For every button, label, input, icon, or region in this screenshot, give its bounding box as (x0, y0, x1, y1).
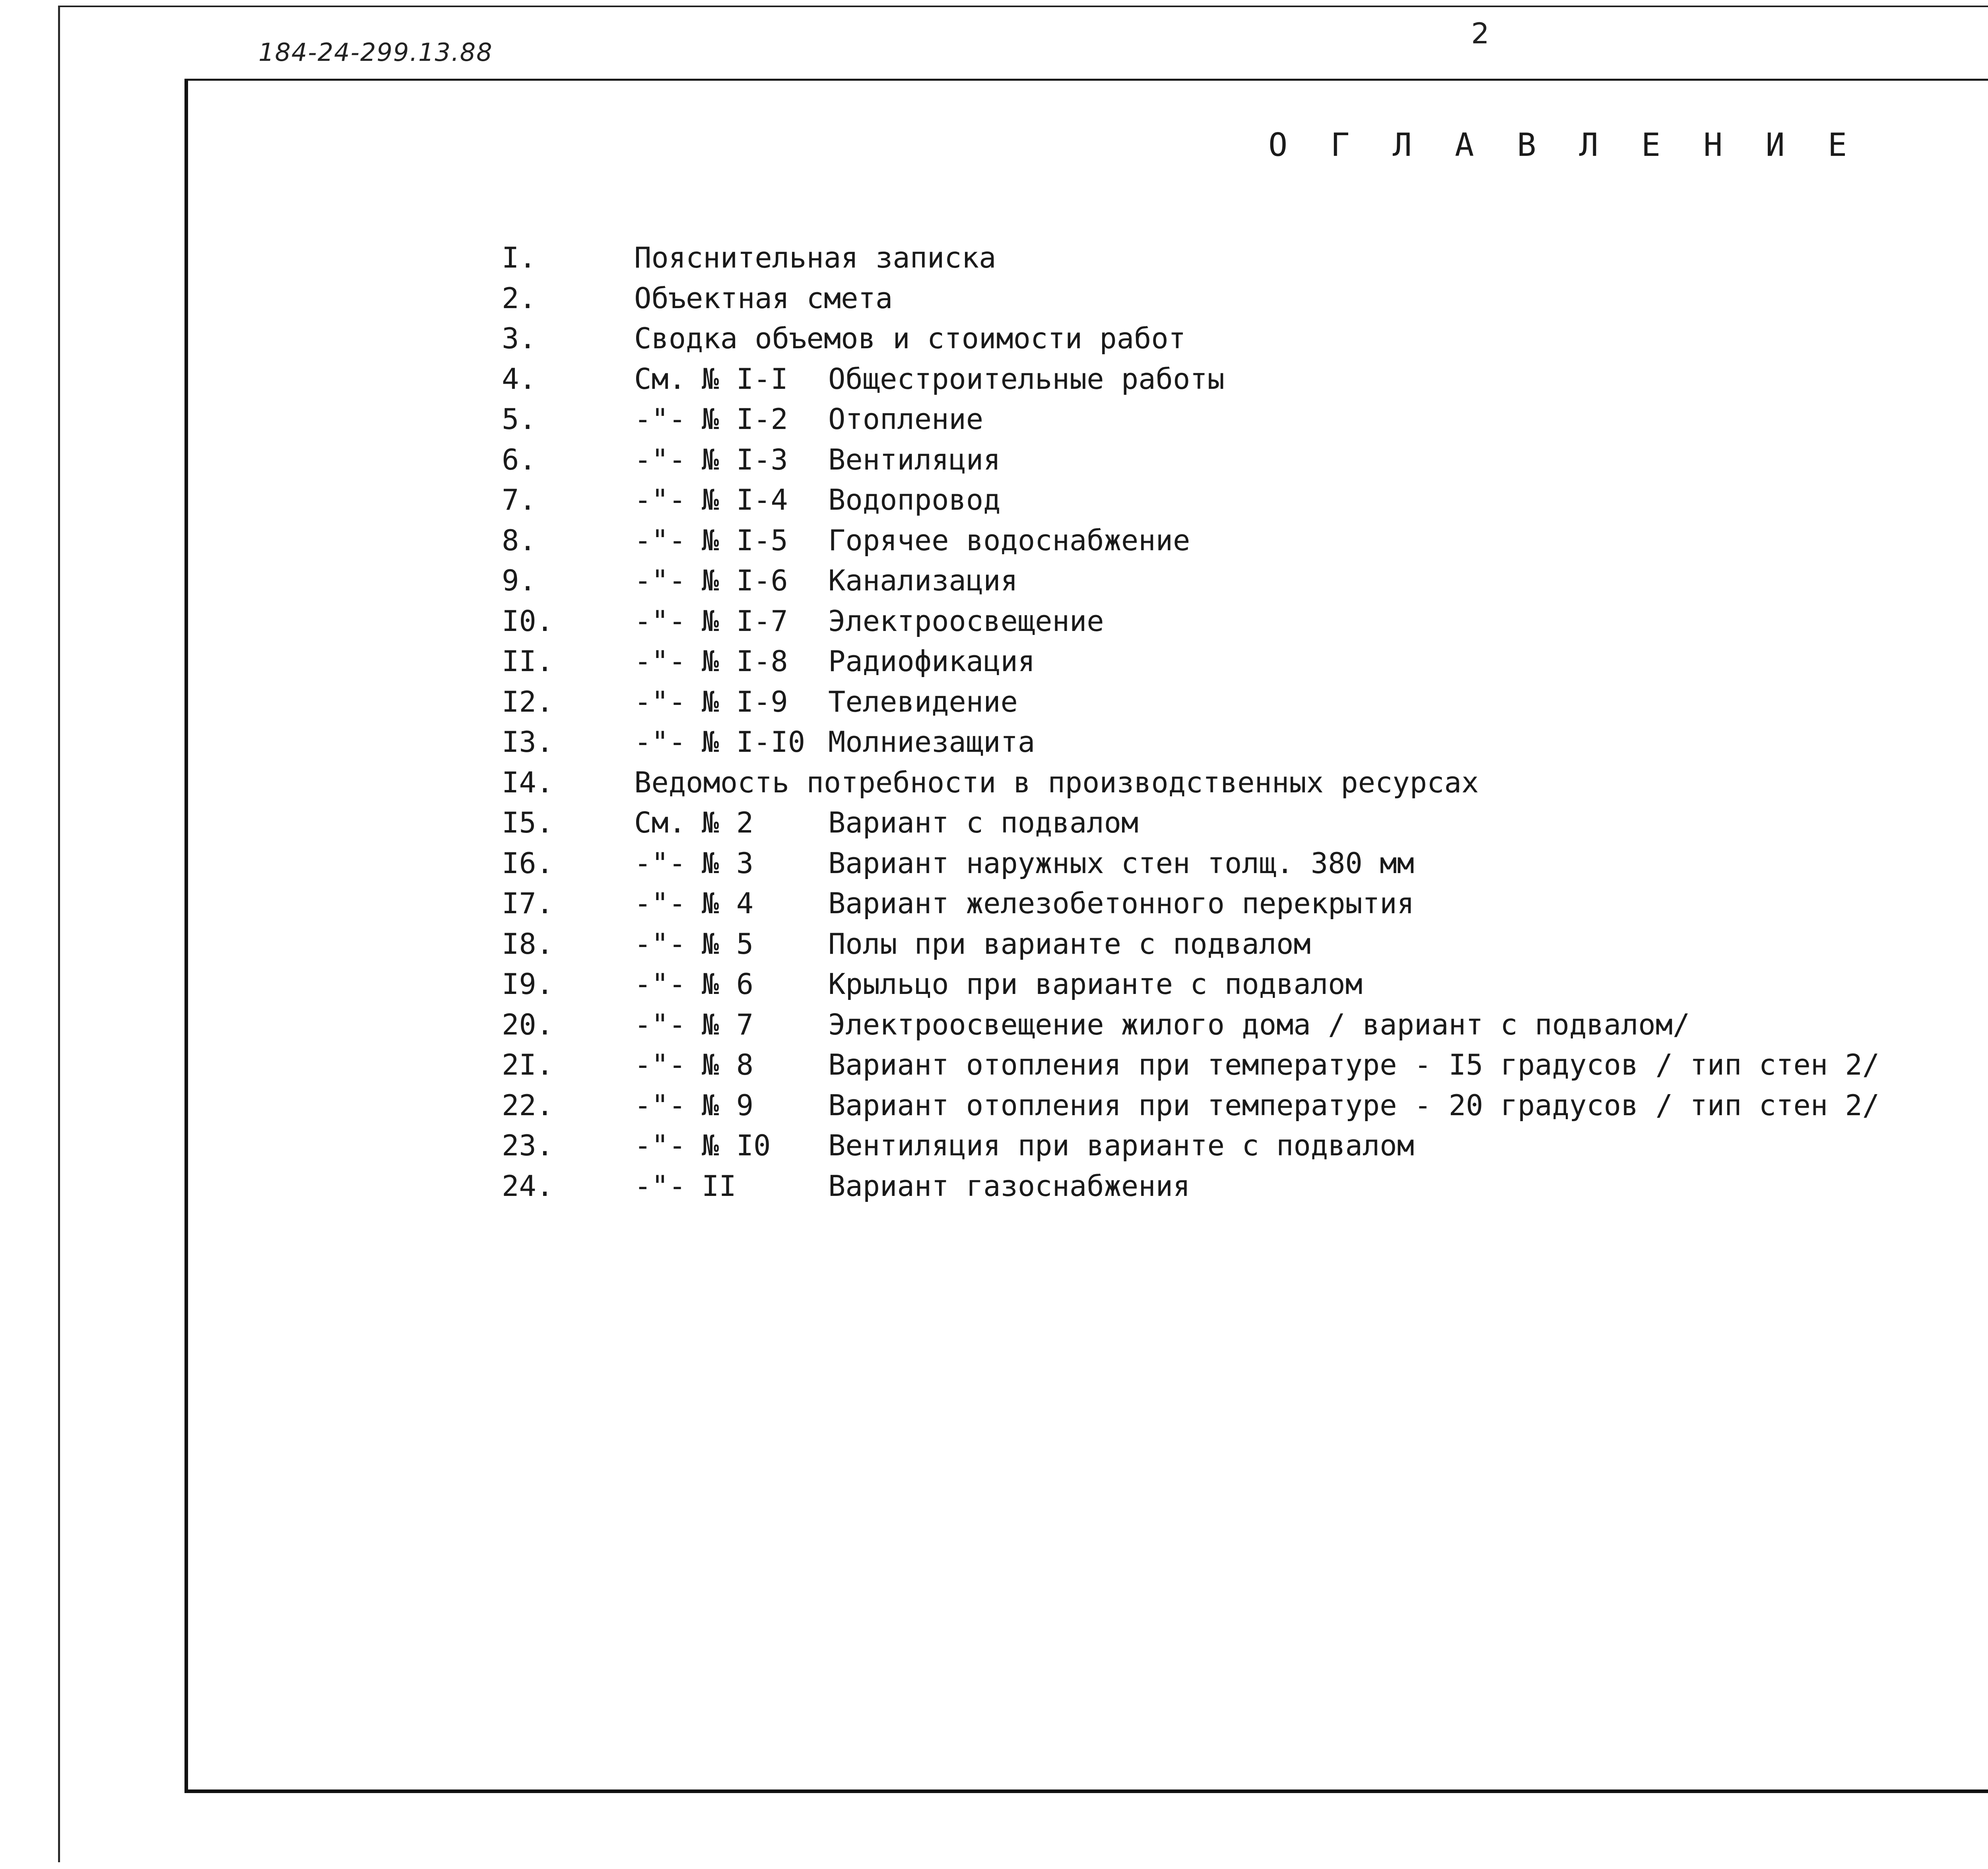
toc-item-number: 8. (502, 524, 536, 557)
toc-item-title: Крыльцо при варианте с подвалом (828, 967, 1363, 1001)
page-title: О Г Л А В Л Е Н И Е (1268, 126, 1859, 163)
toc-item-title: Сводка объемов и стоимости работ (634, 322, 1186, 355)
toc-estimate-prefix: -"- (634, 725, 686, 759)
toc-item-number: II. (502, 644, 554, 678)
toc-item-title: Полы при варианте с подвалом (828, 927, 1311, 961)
scan-edge-top (60, 6, 1988, 7)
toc-item-title: Ведомость потребности в производственных ресурсах (634, 766, 1479, 799)
toc-estimate-prefix: -"- (634, 846, 686, 880)
toc-estimate-prefix: -"- (634, 1089, 686, 1122)
toc-estimate-prefix: -"- (634, 564, 686, 597)
toc-estimate-code: № 6 (702, 967, 754, 1001)
toc-row (0, 278, 1988, 318)
toc-item-title: Радиофикация (828, 644, 1035, 678)
toc-item-title: Вентиляция (828, 443, 1001, 476)
toc-estimate-code: № I-2 (702, 402, 788, 436)
toc-item-number: 4. (502, 362, 536, 396)
toc-estimate-prefix: -"- (634, 443, 686, 476)
toc-item-number: 2I. (502, 1048, 554, 1081)
toc-item-title: Электроосвещение жилого дома / вариант с подвалом/ (828, 1008, 1690, 1041)
toc-row (0, 399, 1988, 439)
toc-row (0, 722, 1988, 762)
toc-item-number: 9. (502, 564, 536, 597)
toc-estimate-prefix: -"- (634, 402, 686, 436)
toc-row (0, 924, 1988, 964)
toc-item-title: Вариант отопления при температуре - I5 градусов / тип стен 2/ (828, 1048, 1880, 1081)
toc-item-number: I7. (502, 887, 554, 920)
toc-estimate-code: № I-3 (702, 443, 788, 476)
toc-estimate-code: № 3 (702, 846, 754, 880)
toc-estimate-code: № 2 (702, 806, 754, 839)
toc-estimate-prefix: -"- (634, 524, 686, 557)
toc-item-title: Объектная смета (634, 281, 893, 315)
toc-row (0, 238, 1988, 278)
toc-estimate-code: № I-I0 (702, 725, 806, 759)
toc-item-title: Общестроительные работы (828, 362, 1225, 396)
toc-item-number: 2. (502, 281, 536, 315)
document-code: 184-24-299.13.88 (258, 38, 493, 67)
toc-row (0, 964, 1988, 1004)
toc-row (0, 1126, 1988, 1166)
toc-estimate-code: № I-I (702, 362, 788, 396)
toc-item-number: 23. (502, 1129, 554, 1162)
toc-row (0, 561, 1988, 601)
toc-estimate-code: № 9 (702, 1089, 754, 1122)
page-number: 2 (1471, 17, 1489, 50)
toc-row (0, 763, 1988, 803)
toc-estimate-prefix: -"- (634, 483, 686, 516)
toc-estimate-code: № I-4 (702, 483, 788, 516)
toc-estimate-code: № I-7 (702, 604, 788, 638)
toc-estimate-code: № I-6 (702, 564, 788, 597)
toc-row (0, 682, 1988, 722)
toc-item-title: Вентиляция при варианте с подвалом (828, 1129, 1414, 1162)
toc-estimate-prefix: -"- (634, 604, 686, 638)
toc-item-number: 22. (502, 1089, 554, 1122)
toc-item-title: Вариант наружных стен толщ. 380 мм (828, 846, 1414, 880)
toc-item-number: 3. (502, 322, 536, 355)
toc-item-number: I4. (502, 766, 554, 799)
toc-item-title: Водопровод (828, 483, 1001, 516)
toc-row (0, 641, 1988, 681)
toc-estimate-prefix: -"- (634, 887, 686, 920)
toc-row (0, 520, 1988, 561)
toc-item-number: 7. (502, 483, 536, 516)
toc-item-number: 24. (502, 1169, 554, 1203)
toc-estimate-prefix: -"- (634, 1169, 686, 1203)
toc-item-title: Вариант отопления при температуре - 20 градусов / тип стен 2/ (828, 1089, 1880, 1122)
toc-row (0, 1085, 1988, 1126)
toc-estimate-code: № I-8 (702, 644, 788, 678)
toc-estimate-code: № 8 (702, 1048, 754, 1081)
toc-row (0, 480, 1988, 520)
toc-item-number: I6. (502, 846, 554, 880)
toc-item-title: Отопление (828, 402, 984, 436)
toc-item-number: 20. (502, 1008, 554, 1041)
toc-estimate-prefix: См. (634, 362, 686, 396)
toc-item-title: Горячее водоснабжение (828, 524, 1190, 557)
toc-estimate-code: II (702, 1169, 736, 1203)
toc-item-title: Вариант железобетонного перекрытия (828, 887, 1414, 920)
toc-estimate-code: № I-9 (702, 685, 788, 718)
toc-item-number: I. (502, 241, 536, 274)
toc-row (0, 359, 1988, 399)
toc-estimate-prefix: -"- (634, 1008, 686, 1041)
toc-item-title: Молниезащита (828, 725, 1035, 759)
toc-estimate-code: № I-5 (702, 524, 788, 557)
toc-item-title: Канализация (828, 564, 1018, 597)
toc-estimate-code: № 7 (702, 1008, 754, 1041)
toc-estimate-prefix: См. (634, 806, 686, 839)
toc-row (0, 1005, 1988, 1045)
toc-row (0, 318, 1988, 359)
toc-row (0, 440, 1988, 480)
toc-row (0, 883, 1988, 924)
toc-estimate-prefix: -"- (634, 1048, 686, 1081)
toc-row (0, 601, 1988, 641)
toc-estimate-code: № 5 (702, 927, 754, 961)
toc-item-title: Вариант газоснабжения (828, 1169, 1190, 1203)
toc-estimate-prefix: -"- (634, 644, 686, 678)
toc-item-title: Пояснительная записка (634, 241, 996, 274)
toc-item-title: Телевидение (828, 685, 1018, 718)
toc-row (0, 1166, 1988, 1206)
toc-estimate-code: № I0 (702, 1129, 771, 1162)
toc-item-number: 5. (502, 402, 536, 436)
toc-row (0, 843, 1988, 883)
toc-item-number: I9. (502, 967, 554, 1001)
toc-estimate-prefix: -"- (634, 685, 686, 718)
toc-item-number: I2. (502, 685, 554, 718)
toc-item-title: Электроосвещение (828, 604, 1104, 638)
toc-item-number: I8. (502, 927, 554, 961)
toc-estimate-prefix: -"- (634, 1129, 686, 1162)
toc-item-number: 6. (502, 443, 536, 476)
toc-item-number: I3. (502, 725, 554, 759)
toc-item-number: I0. (502, 604, 554, 638)
toc-item-number: I5. (502, 806, 554, 839)
toc-item-title: Вариант с подвалом (828, 806, 1139, 839)
toc-estimate-prefix: -"- (634, 927, 686, 961)
toc-row (0, 1045, 1988, 1085)
toc-estimate-code: № 4 (702, 887, 754, 920)
toc-estimate-prefix: -"- (634, 967, 686, 1001)
toc-row (0, 803, 1988, 843)
